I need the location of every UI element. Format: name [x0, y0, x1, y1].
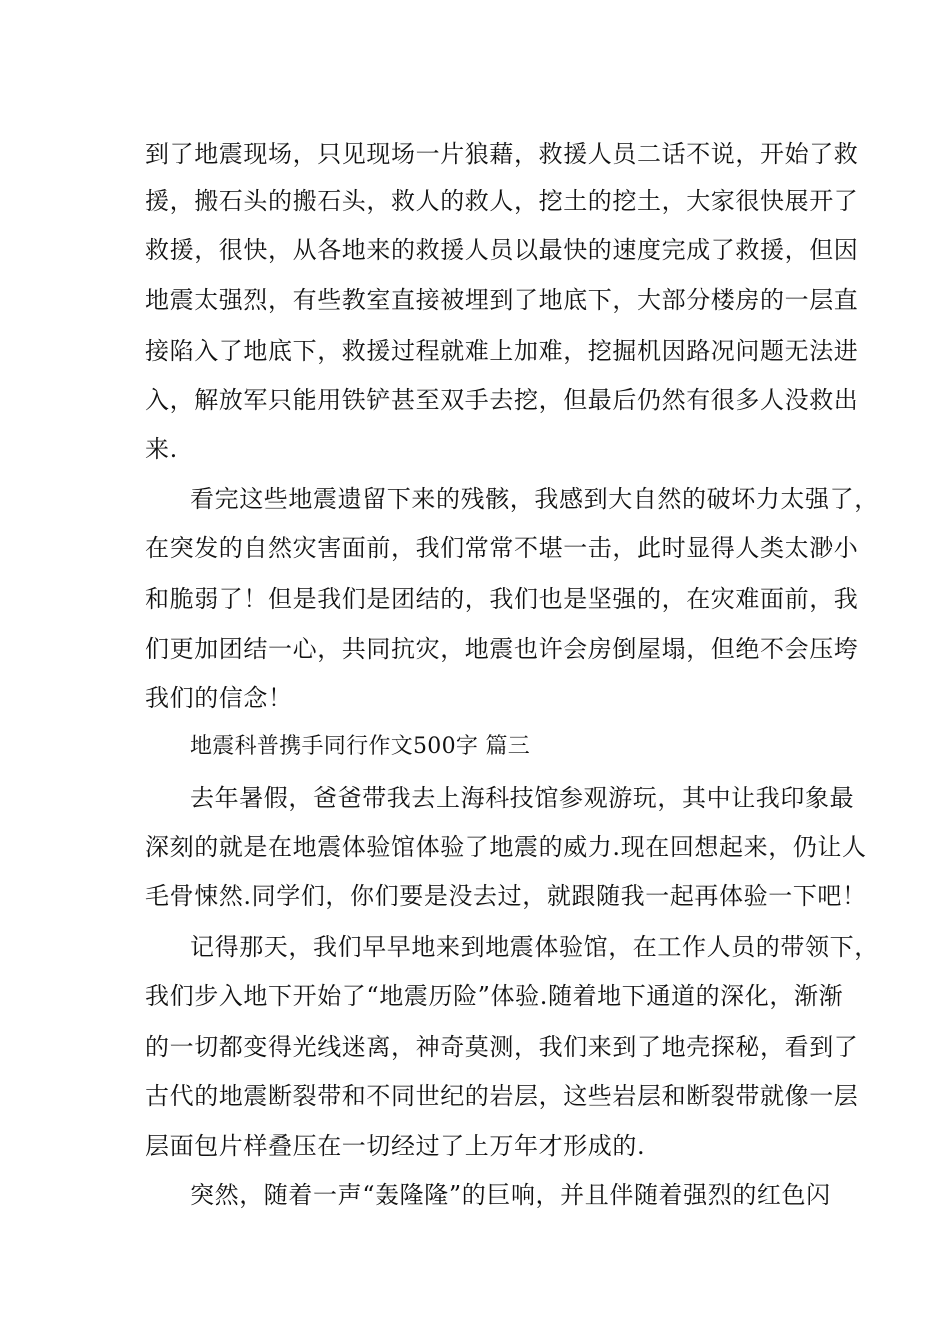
text-line: 深刻的就是在地震体验馆体验了地震的威力.现在回想起来，仍让人 [145, 833, 867, 861]
text-line: 层面包片样叠压在一切经过了上万年才形成的. [145, 1132, 646, 1160]
text-line: 记得那天，我们早早地来到地震体验馆，在工作人员的带领下， [190, 933, 879, 961]
text-line: 来. [145, 435, 178, 463]
text-line: 援，搬石头的搬石头，救人的救人，挖土的挖土，大家很快展开了 [145, 187, 859, 215]
section-heading: 地震科普携手同行作文500字 篇三 [190, 734, 531, 759]
text-line: 到了地震现场，只见现场一片狼藉，救援人员二话不说，开始了救 [145, 140, 859, 168]
text-line: 入，解放军只能用铁铲甚至双手去挖，但最后仍然有很多人没救出 [145, 386, 859, 414]
text-line: 救援，很快，从各地来的救援人员以最快的速度完成了救援，但因 [145, 236, 859, 264]
text-line: 地震太强烈，有些教室直接被埋到了地底下，大部分楼房的一层直 [145, 286, 859, 314]
text-line: 看完这些地震遗留下来的残骸，我感到大自然的破坏力太强了， [190, 485, 879, 513]
text-line: 在突发的自然灾害面前，我们常常不堪一击，此时显得人类太渺小 [145, 534, 859, 562]
text-line: 突然，随着一声“轰隆隆”的巨响，并且伴随着强烈的红色闪 [190, 1181, 831, 1209]
text-line: 去年暑假，爸爸带我去上海科技馆参观游玩，其中让我印象最 [190, 784, 855, 812]
text-line: 们更加团结一心，共同抗灾，地震也许会房倒屋塌，但绝不会压垮 [145, 635, 859, 663]
text-line: 我们步入地下开始了“地震历险”体验.随着地下通道的深化，渐渐 [145, 982, 844, 1010]
text-line: 和脆弱了！但是我们是团结的，我们也是坚强的，在灾难面前，我 [145, 585, 859, 613]
text-line: 我们的信念！ [145, 684, 293, 712]
text-line: 毛骨悚然.同学们，你们要是没去过，就跟随我一起再体验一下吧！ [145, 882, 867, 910]
text-line: 的一切都变得光线迷离，神奇莫测，我们来到了地壳探秘，看到了 [145, 1033, 859, 1061]
text-line: 古代的地震断裂带和不同世纪的岩层，这些岩层和断裂带就像一层 [145, 1082, 859, 1110]
text-line: 接陷入了地底下，救援过程就难上加难，挖掘机因路况问题无法进 [145, 337, 859, 365]
